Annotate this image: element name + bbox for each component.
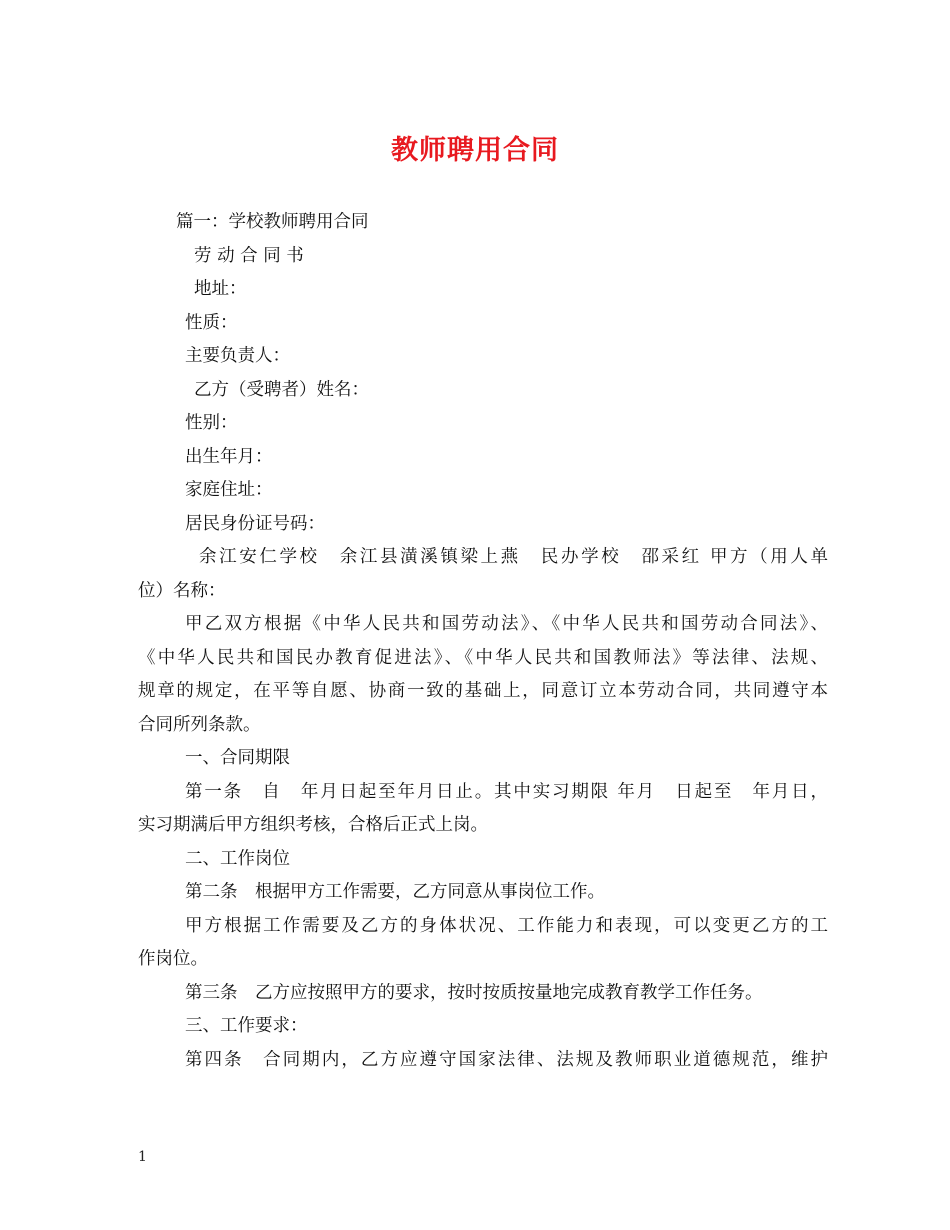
text-line: 乙方（受聘者）姓名： xyxy=(194,379,369,400)
document-body xyxy=(138,206,828,1077)
text-line: 出生年月： xyxy=(185,446,273,467)
text-line: 劳 动 合 同 书 xyxy=(194,245,304,266)
text-line: 地址： xyxy=(194,279,247,299)
text-line: 家庭住址： xyxy=(185,480,273,500)
text-line: 甲乙双方根据《中华人民共和国劳动法》、《中华人民共和国劳动合同法》、 xyxy=(185,614,828,634)
page-number: 1 xyxy=(138,1149,147,1165)
text-line: 性别： xyxy=(185,413,238,433)
text-line: 第三条 乙方应按照甲方的要求，按时按质按量地完成教育教学工作任务。 xyxy=(185,982,763,1003)
text-line: 作岗位。 xyxy=(138,949,208,969)
text-line: 二、工作岗位 xyxy=(185,848,290,869)
text-line: 第四条 合同期内，乙方应遵守国家法律、法规及教师职业道德规范，维护 xyxy=(185,1049,828,1070)
document-title: 教师聘用合同 xyxy=(391,135,559,166)
text-line: 《中华人民共和国民办教育促进法》、《中华人民共和国教师法》等法律、法规、 xyxy=(138,647,828,668)
text-line: 位）名称： xyxy=(138,580,226,601)
text-line: 合同所列条款。 xyxy=(138,714,261,735)
text-line: 居民身份证号码： xyxy=(185,513,325,534)
text-line: 篇一：学校教师聘用合同 xyxy=(176,212,369,232)
text-line: 一、合同期限 xyxy=(185,748,290,768)
text-line: 第一条 自 年月日起至年月日止。其中实习期限 年月 日起至 年月日， xyxy=(185,781,828,802)
text-line: 规章的规定，在平等自愿、协商一致的基础上，同意订立本劳动合同，共同遵守本 xyxy=(138,681,828,701)
text-line: 甲方根据工作需要及乙方的身体状况、工作能力和表现，可以变更乙方的工 xyxy=(185,915,828,936)
text-line: 实习期满后甲方组织考核，合格后正式上岗。 xyxy=(138,815,488,835)
text-line: 性质： xyxy=(185,312,238,333)
text-line: 余江安仁学校 余江县潢溪镇梁上燕 民办学校 邵采红 甲方（用人单 xyxy=(199,547,828,567)
text-line: 三、工作要求： xyxy=(185,1016,308,1036)
text-line: 主要负责人： xyxy=(185,346,290,366)
text-line: 第二条 根据甲方工作需要，乙方同意从事岗位工作。 xyxy=(185,882,605,902)
